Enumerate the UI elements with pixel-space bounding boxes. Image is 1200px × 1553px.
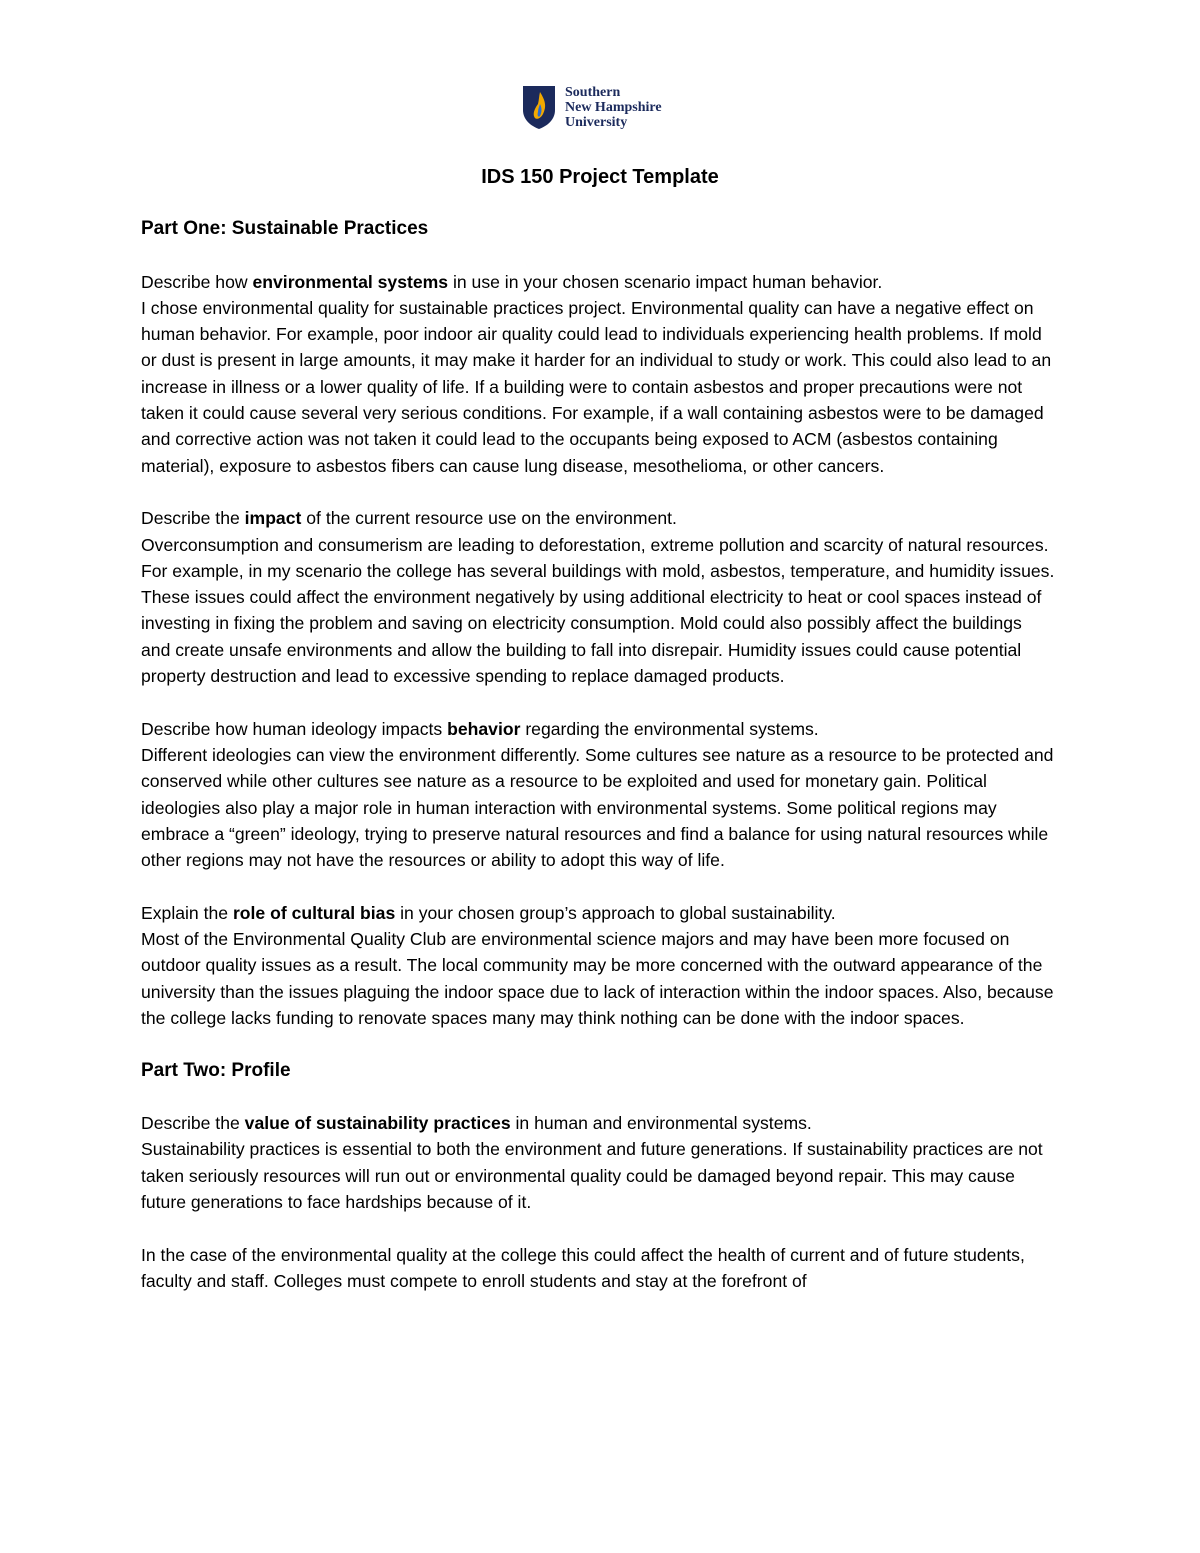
- question-text: regarding the environmental systems.: [520, 718, 819, 739]
- question-cultural-bias: [141, 900, 1056, 1031]
- part-two-heading: Part Two: Profile: [141, 1059, 291, 1081]
- question-text: Describe how human ideology impacts: [141, 718, 448, 739]
- university-logo: [521, 84, 691, 134]
- answer-text: I chose environmental quality for sustainable practices project. Environmental quality can have a negative effect on human behavior. For example, poor indoor air quality could lead to individuals experiencing health problems. If mold or dust is present in large amounts, it may make it harder for an individual to study or work. This could also lead to an increase in illness or a lower quality of life. If a building were to contain asbestos and proper precautions were not taken it could cause several very serious conditions. For example, if a wall containing asbestos were to be damaged and corrective action was not taken it could lead to the occupants being exposed to ACM (asbestos containing material), exposure to asbestos fibers can cause lung disease, mesothelioma, or other cancers.: [141, 297, 1052, 476]
- question-keyword: value of sustainability practices: [244, 1113, 511, 1134]
- answer-text: Most of the Environmental Quality Club are environmental science majors and may have been more focused on outdoor quality issues as a result. The local community may be more concerned with the outward appearance of the university than the issues plaguing the indoor space due to lack of interaction within the indoor spaces. Also, because the college lacks funding to renovate spaces many may think nothing can be done with the indoor spaces.: [141, 929, 1054, 1028]
- answer-text: Different ideologies can view the environment differently. Some cultures see nature as a resource to be protected and conserved while other cultures see nature as a resource to be exploited and used for monetary gain. Political ideologies also play a major role in human interaction with environmental systems. Some political regions may embrace a “green” ideology, trying to preserve natural resources and find a balance for using natural resources while other regions may not have the resources or ability to adopt this way of life.: [141, 744, 1054, 871]
- logo-line-3: University: [565, 115, 628, 130]
- part-one-heading: Part One: Sustainable Practices: [141, 218, 429, 239]
- question-text: of the current resource use on the environment.: [301, 508, 677, 529]
- logo-line-1: Southern: [565, 85, 621, 100]
- shield-flame-icon: [521, 84, 557, 130]
- question-keyword: environmental systems: [252, 271, 449, 292]
- question-environmental-systems: [141, 269, 1056, 479]
- question-text: in your chosen group’s approach to global sustainability.: [395, 902, 836, 923]
- question-text: Describe the: [141, 508, 245, 529]
- question-text: Explain the: [141, 902, 233, 923]
- question-behavior: [141, 716, 1056, 874]
- question-text: Describe the: [141, 1113, 245, 1134]
- question-keyword: role of cultural bias: [232, 902, 396, 923]
- question-text: Describe how: [141, 271, 253, 292]
- document-title: IDS 150 Project Template: [481, 166, 719, 188]
- logo-wordmark: [565, 85, 662, 130]
- question-sustainability-value: [141, 1110, 1056, 1215]
- question-impact: [141, 505, 1056, 689]
- answer-text: Sustainability practices is essential to both the environment and future generations. If sustainability practices are not taken seriously resources will run out or environmental quality could be damaged beyond repair. This may cause future generations to face hardships because of it.: [141, 1139, 1043, 1212]
- question-text: in use in your chosen scenario impact human behavior.: [448, 271, 883, 292]
- question-keyword: impact: [244, 508, 302, 529]
- body-paragraph: In the case of the environmental quality at the college this could affect the health of current and of future students, faculty and staff. Colleges must compete to enroll students and stay at the forefront of: [141, 1244, 1025, 1291]
- document-body: [141, 216, 1056, 1320]
- question-text: in human and environmental systems.: [510, 1113, 812, 1134]
- answer-text: Overconsumption and consumerism are leading to deforestation, extreme pollution and scarcity of natural resources. For example, in my scenario the college has several buildings with mold, asbestos, temperature, and humidity issues. These issues could affect the environment negatively by using additional electricity to heat or cool spaces instead of investing in fixing the problem and saving on electricity consumption. Mold could also possibly affect the buildings and create unsafe environments and allow the building to fall into disrepair. Humidity issues could cause potential property destruction and lead to excessive spending to replace damaged products.: [141, 534, 1055, 687]
- question-keyword: behavior: [447, 718, 521, 739]
- logo-line-2: New Hampshire: [565, 100, 662, 115]
